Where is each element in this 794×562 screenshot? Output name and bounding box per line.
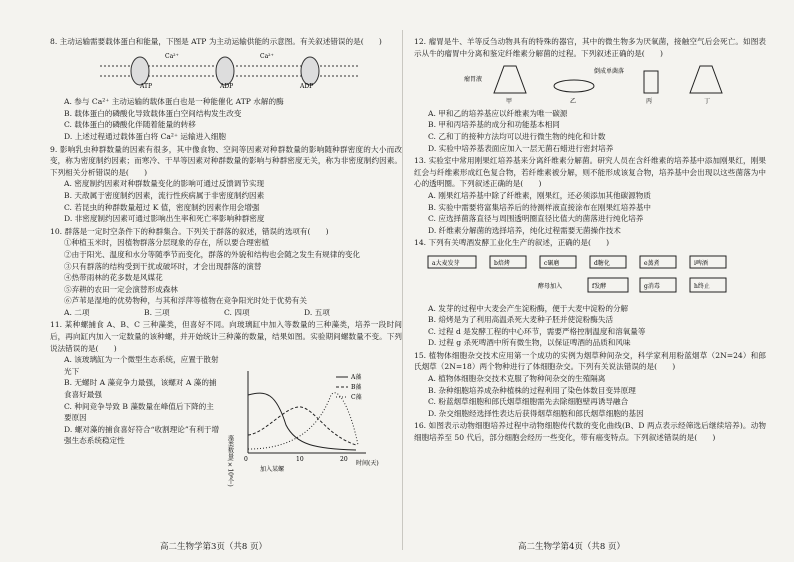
- stage-label: 乙: [570, 98, 577, 106]
- legend-b: B藻: [351, 384, 362, 392]
- series-a-line: [248, 394, 356, 451]
- question-12: [414, 36, 766, 154]
- stage-label: 丙: [646, 98, 653, 106]
- flow-label: d糖化: [594, 259, 610, 267]
- series-c-line: [248, 393, 358, 449]
- y-axis-label: 藻类数量(×10⁶个): [226, 435, 234, 488]
- question-12-stem: 12. 瘤胃是牛、羊等反刍动物具有的特殊的器官，其中的微生物多为厌氧菌，接触空气后会死亡。如图表示从牛的瘤胃中分离和鉴定纤维素分解菌的过程。下列叙述正确的是( ): [414, 37, 766, 58]
- stage-label: 丁: [704, 98, 711, 106]
- statement: ②由于阳光、温度和水分等随季节而变化，群落的外貌和结构也会随之发生有规律的变化: [64, 249, 361, 259]
- option: B. 实验中需要将富集培养后的待测样液直接涂布在刚果红培养基中: [428, 202, 652, 212]
- option: D. 过程 g 杀死啤酒中所有微生物，以保证啤酒的品质和风味: [428, 338, 631, 348]
- option: A. 刚果红培养基中除了纤维素，刚果红，还必须添加其他碳源物质: [428, 190, 651, 200]
- carrier-protein: [216, 57, 234, 85]
- atp-label: ATP: [140, 82, 153, 90]
- question-16: [414, 420, 766, 443]
- option: D. 纤维素分解菌的选择培养，纯化过程需要无菌操作技术: [428, 225, 621, 235]
- options-row: [50, 307, 402, 319]
- flow-label: g消毒: [644, 282, 660, 290]
- page-footer-left: 高二生物学第3页（共8 页）: [160, 542, 268, 552]
- question-13-stem: 13. 实验室中常用刚果红培养基来分离纤维素分解菌。研究人员在含纤维素的培养基中添加刚果红，刚果红会与纤维素形成红色复合物，若纤维素被分解，则不能形成该复合物，培养基中会出现以这些菌落为中心的透明圈。下列叙述正确的是( ): [414, 156, 766, 189]
- option: B. 焙烤是为了利用高温杀死大麦种子胚并使淀粉酶失活: [428, 315, 614, 325]
- tick-label: 0: [244, 456, 248, 464]
- statement: ①种植玉米时，因植物群落分层现象的存在，所以要合理密植: [64, 238, 270, 248]
- tube-bing: [644, 71, 658, 93]
- statement: ③只有群落的结构受到干扰或破坏时，才会出现群落的演替: [64, 261, 262, 271]
- series-b-line: [248, 407, 356, 445]
- option: C. 过程 d 是发酵工程的中心环节，需要严格控制温度和溶氧量等: [428, 326, 646, 336]
- isolation-process-diagram: [464, 61, 744, 106]
- option: B. 天敌属于密度制约因素，流行性疾病属于非密度制约因素: [64, 190, 265, 200]
- option: A. 参与 Ca²⁺ 主动运输的载体蛋白也是一种能催化 ATP 水解的酶: [64, 97, 284, 107]
- flow-label: b焙烤: [494, 259, 510, 267]
- atp-transport-diagram: [100, 50, 360, 90]
- option: C. 粉蓝烟草细胞和郎氏烟草细胞需先去除细胞壁再诱导融合: [428, 397, 629, 407]
- plate-label: 倒成单菌落: [594, 68, 625, 76]
- ca-label: Ca²⁺: [165, 52, 179, 60]
- option: C. 若昆虫的种群数量超过 K 值，密度制约因素作用会增强: [64, 202, 260, 212]
- question-16-stem: 16. 如图表示动物细胞培养过程中动物细胞传代数的变化曲线(B、D 两点表示经筛选后继续培养)。动物细胞培养至 50 代后，部分细胞会经历一些变化，带有癌变特点。下列叙述错误的是( ): [414, 421, 766, 443]
- flow-label: f发酵: [592, 282, 607, 290]
- question-9: [50, 144, 402, 225]
- tick-label: 10: [296, 456, 304, 464]
- option: D. 杂交细胞经选择性表达后获得烟草细胞和郎氏烟草细胞的基因: [428, 408, 644, 418]
- option: A. 植物体细胞杂交技术克服了物种间杂交的生殖隔离: [428, 374, 606, 384]
- question-11-stem: 11. 某种螺捕食 A、B、C 三种藻类，但喜好不同。向玻璃缸中加入等数量的三种藻类，培养一段时间后，再向缸内加入一定数量的该种螺，并开始统计三种藻的数量，结果如图。实验期间螺数量不变。下列说法错误的是( ): [50, 320, 402, 353]
- question-10: [50, 226, 402, 319]
- option: D. 实验中培养基表面应加入一层无菌石蜡进行密封培养: [428, 143, 614, 153]
- question-15-stem: 15. 植物体细胞杂交技术应用第一个成功的实例为烟草种间杂交，科学家利用粉蓝烟草（2N=24）和郎氏烟草（2N=18）两个物种进行了体细胞杂交。下列有关说法错误的是( ): [414, 350, 766, 372]
- statement: ④热带雨林的花多数是风媒花: [64, 273, 163, 283]
- option: C. 应选择菌落直径与周围透明圈直径比值大的菌落进行纯化培养: [428, 214, 644, 224]
- flow-label: h终止: [694, 282, 710, 290]
- question-8: [50, 36, 402, 143]
- option: C. 种间竞争导致 B 藻数量在峰值后下降的主要原因: [64, 401, 214, 423]
- legend-c: C藻: [351, 394, 362, 402]
- flow-label: 酵母加入: [538, 282, 563, 290]
- adp-label: ADP: [300, 82, 314, 90]
- option: A. 甲和乙的培养基应以纤维素为唯一碳源: [428, 108, 568, 118]
- source-label: 瘤胃液: [464, 76, 483, 84]
- option: A. 该玻璃缸为一个微型生态系统，应置于散射光下: [64, 355, 219, 376]
- flow-label: c碾磨: [544, 259, 560, 267]
- option: A. 密度制约因素对种群数量变化的影响可通过反馈调节实现: [64, 179, 265, 189]
- ca-label: Ca²⁺: [260, 52, 274, 60]
- question-10-stem: 10. 群落是一定时空条件下的种群集合。下列关于群落的叙述，错误的选项有( ): [50, 226, 329, 236]
- option: B. 杂种细胞培养成杂种植株的过程利用了染色体数目变异原理: [428, 385, 636, 395]
- statement: ⑥芦苇是湿地的优势物种，与其和浮萍等植物在竞争阳光时处于优势有关: [64, 296, 307, 306]
- question-9-stem: 9. 影响乳虫种群数量的因素有很多，其中像食物、空间等因素对种群数量的影响随种群密度的大小而改变，称为密度制约因素；而寒冷、干旱等因素对种群数量的影响与种群密度无关，称为非密度制约因素。下列相关分析错误的是( ): [50, 144, 402, 177]
- statement: ⑤弃耕的农田一定会演替形成森林: [64, 284, 178, 294]
- option: D. 上述过程通过载体蛋白将 Ca²⁺ 运输进入细胞: [64, 131, 226, 141]
- x-axis-label: 时间(天): [356, 460, 379, 468]
- flow-label: e蒸煮: [644, 259, 660, 267]
- stage-label: 甲: [506, 98, 513, 106]
- option: D. 螺对藻的捕食喜好符合“收割理论”有利于增强生态系统稳定性: [64, 424, 220, 446]
- brewing-flowchart: [428, 252, 758, 296]
- left-page: [50, 36, 402, 488]
- flow-label: i啤酒: [694, 259, 708, 267]
- option: B. 甲和丙培养基的成分和功能基本相同: [428, 120, 560, 130]
- option: C. 载体蛋白的磷酸化伴随着能量的转移: [64, 120, 196, 130]
- flow-label: a大麦发芽: [432, 259, 460, 267]
- flask-jia: [494, 66, 526, 93]
- option: B. 无螺时 A 藻竞争力最强，该螺对 A 藻的捕食喜好最强: [64, 378, 217, 400]
- option: D. 非密度制约因素可通过影响出生率和死亡率影响种群密度: [64, 214, 265, 224]
- marker-label: 加入某螺: [260, 466, 285, 474]
- algae-graph: [226, 365, 396, 488]
- option: B. 载体蛋白的磷酸化导致载体蛋白空间结构发生改变: [64, 108, 242, 118]
- adp-label: ADP: [220, 82, 234, 90]
- page-footer-right: 高二生物学第4页（共8 页）: [518, 542, 626, 552]
- option: C. 乙和丁的接种方法均可以进行微生物的纯化和计数: [428, 131, 606, 141]
- question-14-stem: 14. 下列有关啤酒发酵工业化生产的叙述，正确的是( ): [414, 238, 610, 248]
- option: D. 五项: [304, 307, 330, 317]
- flask-ding: [690, 66, 722, 93]
- question-13: [414, 155, 766, 236]
- question-14: [414, 237, 766, 349]
- legend-a: A藻: [351, 374, 362, 382]
- question-11-options: [50, 354, 220, 447]
- plate-yi: [554, 80, 594, 92]
- option: A. 二项: [64, 307, 90, 317]
- option: B. 三项: [144, 307, 170, 317]
- carrier-protein: [131, 57, 149, 85]
- option: C. 四项: [224, 307, 250, 317]
- question-15: [414, 350, 766, 420]
- carrier-protein: [301, 57, 319, 85]
- tick-label: 20: [340, 456, 348, 464]
- question-8-stem: 8. 主动运输需要载体蛋白和能量，下图是 ATP 为主动运输供能的示意图。有关叙述错误的是( ): [50, 37, 382, 46]
- option: A. 发芽的过程中大麦会产生淀粉酶，便于大麦中淀粉的分解: [428, 303, 629, 313]
- right-page: [414, 36, 766, 445]
- question-11: [50, 319, 402, 488]
- page-divider: [402, 30, 403, 550]
